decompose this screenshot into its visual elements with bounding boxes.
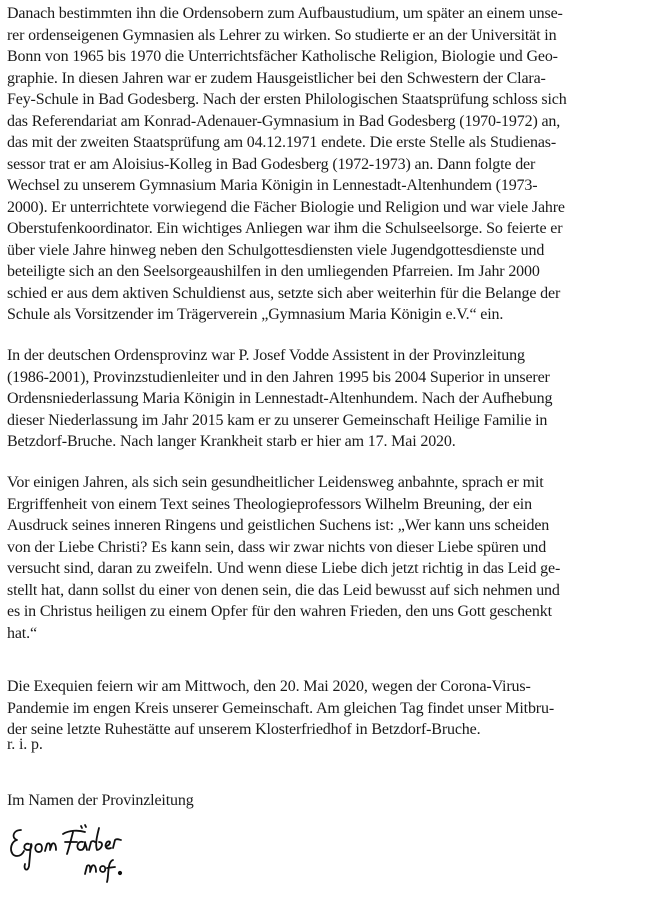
text-line: (1986-2001), Provinzstudienleiter und in den Jahren 1995 bis 2004 Superior in unserer bbox=[7, 368, 550, 386]
text-line: Danach bestimmten ihn die Ordensobern zum Aufbaustudium, um später an einem unse- bbox=[7, 5, 563, 22]
text-line: Die Exequien feiern wir am Mittwoch, den 20. Mai 2020, wegen der Corona-Virus- bbox=[7, 678, 531, 695]
signature-stroke-rber bbox=[89, 828, 121, 850]
text-line: Ergriffenheit von einem Text seines Theologieprofessors Wilhelm Breuning, der ein bbox=[7, 495, 532, 513]
text-line: das Referendariat am Konrad-Adenauer-Gymnasium in Bad Godesberg (1970-1972) an, bbox=[7, 112, 561, 130]
text-line: graphie. In diesen Jahren war er zudem Hausgeistlicher bei den Schwestern der Clara- bbox=[7, 69, 546, 87]
text-line: Oberstufenkoordinator. Ein wichtiges Anliegen war ihm die Schulseelsorge. So feierte er bbox=[7, 220, 563, 237]
paragraph-quote bbox=[7, 472, 560, 644]
text-line: das mit der zweiten Staatsprüfung am 04.12.1971 endete. Die erste Stelle als Studienas- bbox=[7, 134, 557, 151]
text-line: Ausdruck seines inneren Ringens und geistlichen Suchens ist: „Wer kann uns scheiden bbox=[7, 517, 550, 534]
paragraph-rip bbox=[7, 734, 43, 756]
text-line: schied er aus dem aktiven Schuldienst aus, setzte sich aber weiterhin für die Belange der bbox=[7, 284, 561, 302]
signature-stroke-e bbox=[11, 830, 24, 856]
text-line: In der deutschen Ordensprovinz war P. Josef Vodde Assistent in der Provinzleitung bbox=[7, 347, 525, 364]
text-line: 2000). Er unterrichtete vorwiegend die Fächer Biologie und Religion und war viele Jahre bbox=[7, 198, 565, 216]
text-line: hat.“ bbox=[7, 624, 37, 642]
text-line: versucht sind, daran zu zweifeln. Und wenn diese Liebe dich jetzt richtig in das Leid ge- bbox=[7, 560, 561, 577]
text-line: sessor trat er am Aloisius-Kolleg in Bad Godesberg (1972-1973) an. Dann folgte der bbox=[7, 155, 536, 173]
text-line: Vor einigen Jahren, als sich sein gesundheitlicher Leidensweg anbahnte, sprach er mit bbox=[7, 474, 544, 491]
text-line: Ordensniederlassung Maria Königin in Lennestadt-Altenhundem. Nach der Aufhebung bbox=[7, 390, 553, 407]
text-line: Bonn von 1965 bis 1970 die Unterrichtsfächer Katholische Religion, Biologie und Geo- bbox=[7, 48, 558, 65]
text-line: Betzdorf-Bruche. Nach langer Krankheit starb er hier am 17. Mai 2020. bbox=[7, 433, 456, 450]
text-line: r. i. p. bbox=[7, 736, 43, 753]
signature-stroke-o bbox=[35, 844, 42, 852]
signature-stroke-a bbox=[77, 842, 87, 850]
text-line: Fey-Schule in Bad Godesberg. Nach der ersten Philologischen Staatsprüfung schloss sich bbox=[7, 91, 567, 108]
text-line: beteiligte sich an den Seelsorgeaushilfen in den umliegenden Pfarreien. Im Jahr 2000 bbox=[7, 263, 540, 280]
signature-stroke-n bbox=[45, 843, 56, 851]
paragraph-closing bbox=[7, 790, 194, 812]
text-line: Im Namen der Provinzleitung bbox=[7, 792, 194, 809]
text-line: stellt hat, dann sollst du einer von denen sein, die das Leid bewusst auf sich nehmen und bbox=[7, 581, 560, 599]
text-line: es in Christus heiligen zu einem Opfer für den wahren Frieden, den uns Gott geschenkt bbox=[7, 603, 552, 620]
text-line: über viele Jahre hinweg neben den Schulgottesdiensten viele Jugendgottesdienste und bbox=[7, 241, 545, 259]
paragraph-funeral bbox=[7, 676, 554, 741]
text-line: von der Liebe Christi? Es kann sein, dass wir zwar nichts von dieser Liebe spüren und bbox=[7, 538, 547, 556]
text-line: Pandemie im engen Kreis unserer Gemeinschaft. Am gleichen Tag findet unser Mitbru- bbox=[7, 699, 555, 717]
text-line: rer ordenseigenen Gymnasien als Lehrer zu wirken. So studierte er an der Universität in bbox=[7, 26, 557, 44]
paragraph-biography bbox=[7, 3, 567, 326]
text-line: der seine letzte Ruhestätte auf unserem Klosterfriedhof in Betzdorf-Bruche. bbox=[7, 721, 481, 738]
signature-stroke-mof bbox=[85, 860, 115, 882]
paragraph-province-roles bbox=[7, 345, 552, 453]
text-line: Wechsel zu unserem Gymnasium Maria Königin in Lennestadt-Altenhundem (1973- bbox=[7, 177, 538, 194]
handwritten-signature bbox=[7, 820, 157, 890]
text-line: dieser Niederlassung im Jahr 2015 kam er zu unserer Gemeinschaft Heilige Familie in bbox=[7, 411, 548, 429]
text-line: Schule als Vorsitzender im Trägerverein „Gymnasium Maria Königin e.V.“ ein. bbox=[7, 306, 504, 323]
signature-stroke-g bbox=[24, 844, 31, 870]
